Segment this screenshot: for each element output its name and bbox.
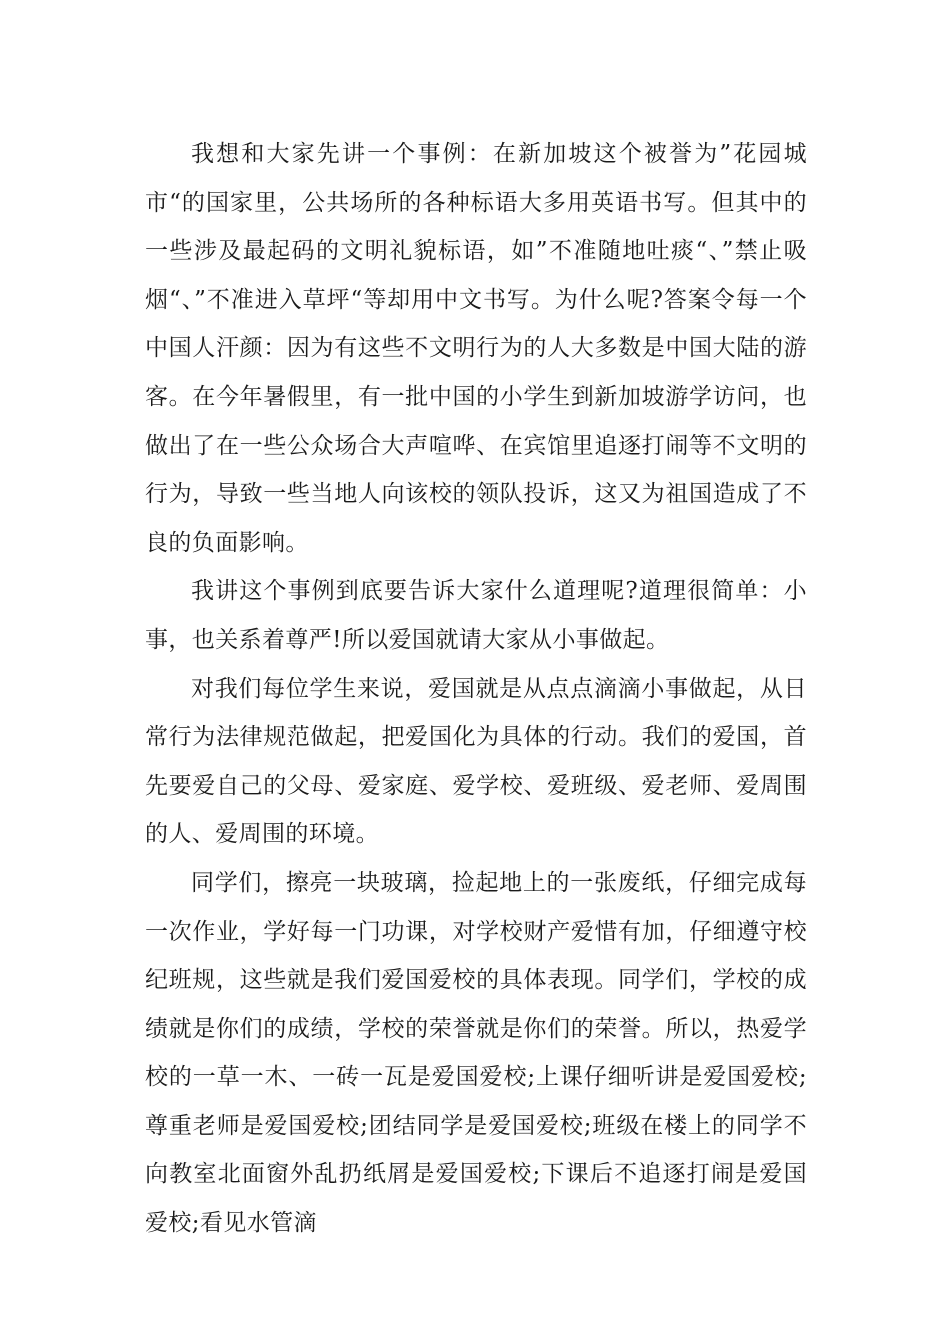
paragraph-4: 同学们，擦亮一块玻璃，捡起地上的一张废纸，仔细完成每一次作业，学好每一门功课，对学校财产爱惜有加，仔细遵守校纪班规，这些就是我们爱国爱校的具体表现。同学们，学校的成绩就是你们的成绩，学校的荣誉就是你们的荣誉。所以，热爱学校的一草一木、一砖一瓦是爱国爱校;上课仔细听讲是爱国爱校;尊重老师是爱国爱校;团结同学是爱国爱校;班级在楼上的同学不向教室北面窗外乱扔纸屑是爱国爱校;下课后不追逐打闹是爱国爱校;看见水管滴 (145, 869, 807, 1237)
paragraph-3: 对我们每位学生来说，爱国就是从点点滴滴小事做起，从日常行为法律规范做起，把爱国化为具体的行动。我们的爱国，首先要爱自己的父母、爱家庭、爱学校、爱班级、爱老师、爱周围的人、爱周围的环境。 (145, 675, 807, 848)
document-body (145, 130, 807, 1248)
paragraph-2: 我讲这个事例到底要告诉大家什么道理呢?道理很简单：小事，也关系着尊严!所以爱国就请大家从小事做起。 (145, 578, 807, 653)
paragraph-1: 我想和大家先讲一个事例：在新加坡这个被誉为”花园城市“的国家里，公共场所的各种标语大多用英语书写。但其中的一些涉及最起码的文明礼貌标语，如”不准随地吐痰“、”禁止吸烟“、”不准进入草坪“等却用中文书写。为什么呢?答案令每一个中国人汗颜：因为有这些不文明行为的人大多数是中国大陆的游客。在今年暑假里，有一批中国的小学生到新加坡游学访问，也做出了在一些公众场合大声喧哗、在宾馆里追逐打闹等不文明的行为，导致一些当地人向该校的领队投诉，这又为祖国造成了不良的负面影响。 (145, 141, 807, 556)
